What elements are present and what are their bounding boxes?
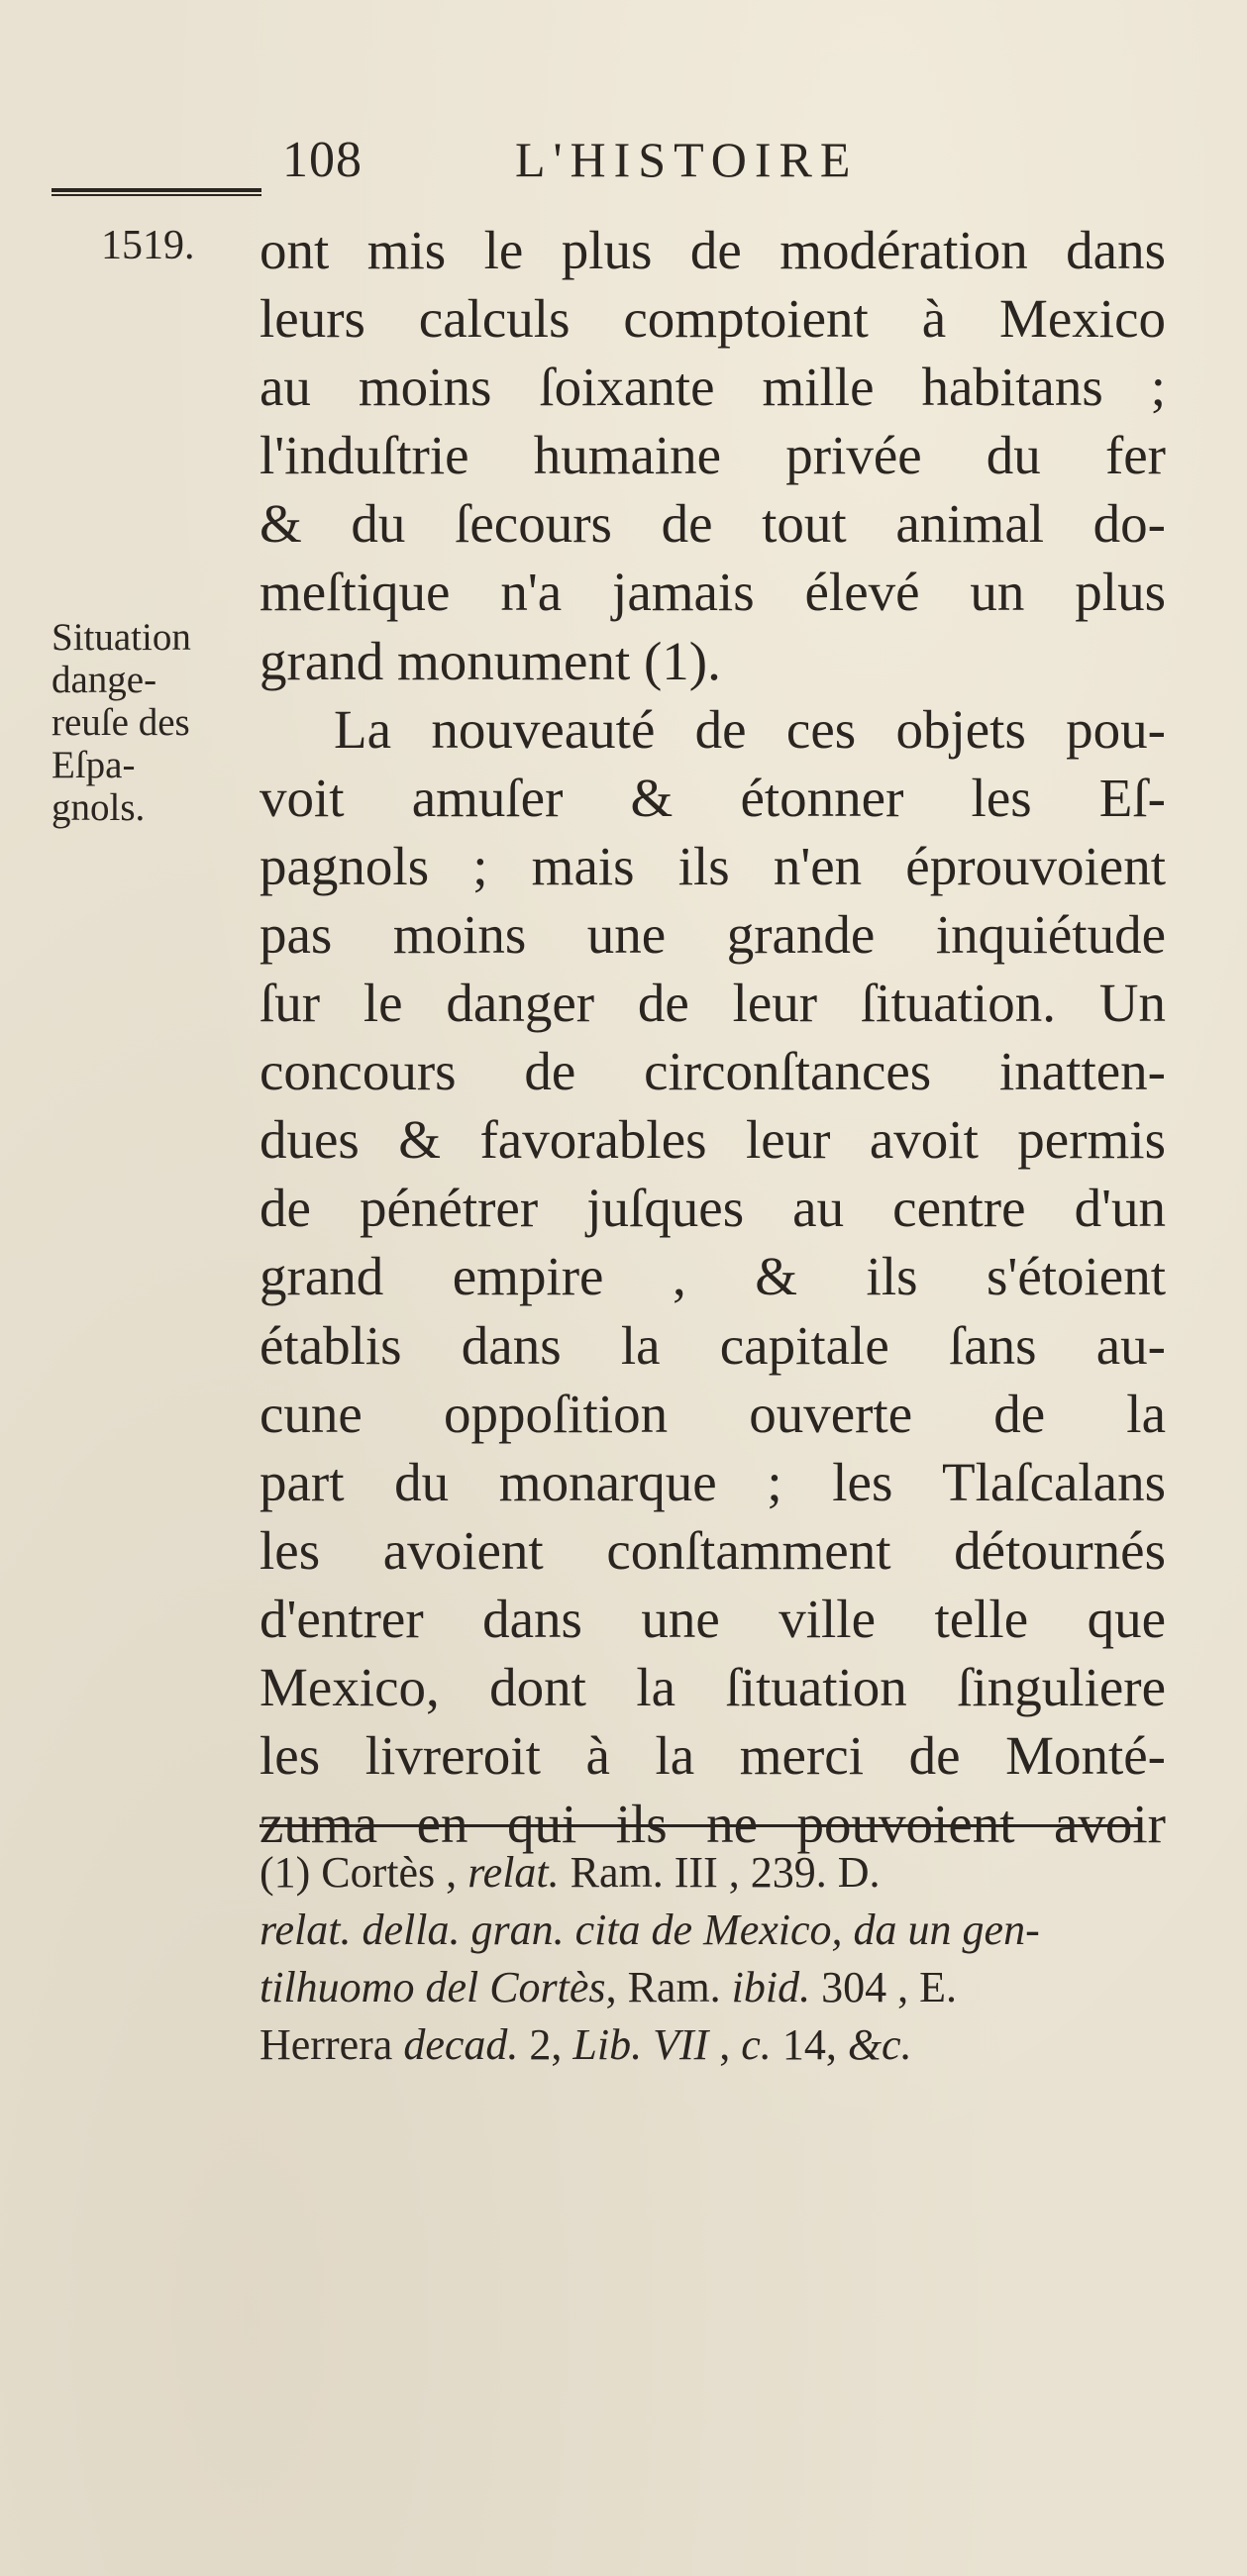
body-line: grand monument (1). (260, 630, 721, 691)
body-line: l'induſtrie humaine privée du fer (260, 425, 1166, 486)
body-line: ont mis le plus de modération dans (260, 220, 1166, 280)
footnote-text: 2, (518, 2020, 573, 2069)
footnote-italic: tilhuomo del Cortès (260, 1963, 606, 2011)
marginal-note (52, 616, 260, 829)
body-line: voit amuſer & étonner les Eſ- (260, 767, 1166, 828)
footnote-text: (1) Cortès , (260, 1848, 468, 1897)
footnote-italic: ibid. (731, 1963, 811, 2011)
body-line: La nouveauté de ces objets pou- (334, 698, 1166, 760)
header-double-rule (52, 188, 261, 196)
footnote-italic: decad. (403, 2020, 519, 2069)
marginal-note-line: gnols. (52, 786, 146, 829)
marginal-note-line: dange- (52, 659, 157, 701)
body-line: part du monarque ; les Tlaſcalans (260, 1451, 1166, 1512)
marginal-note-line: Eſpa- (52, 744, 136, 786)
footnote-text: , Ram. (605, 1963, 732, 2011)
body-line: au moins ſoixante mille habitans ; (260, 357, 1166, 418)
footnote-line (260, 1902, 1151, 1959)
footnote-text: 14, (771, 2020, 848, 2069)
marginal-note-line: Situation (52, 616, 191, 659)
footnote-line (260, 1959, 1151, 2016)
margin-year: 1519. (101, 223, 195, 268)
body-line: zuma en qui ils ne pouvoient avoir (260, 1794, 1166, 1855)
footnote (260, 1844, 1151, 2074)
footnote-text: Ram. III , 239. D. (559, 1848, 881, 1897)
footnote-italic: Lib. VII (572, 2020, 709, 2069)
body-line: pas moins une grande inquiétude (260, 903, 1166, 965)
footnote-text: Herrera (260, 2020, 404, 2069)
footnote-italic: relat. della. gran. cita de Mexico, da un gen- (260, 1906, 1040, 1954)
body-line: les avoient conſtamment détournés (260, 1519, 1166, 1581)
marginal-note-line: reuſe des (52, 701, 190, 744)
footnote-italic: c. (741, 2020, 772, 2069)
footnote-rule (260, 1824, 1141, 1830)
body-line: & du ſecours de tout animal do- (260, 493, 1166, 555)
body-line: établis dans la capitale ſans au- (260, 1314, 1166, 1376)
body-line: concours de circonſtances inatten- (260, 1041, 1166, 1102)
body-line: ſur le danger de leur ſituation. Un (260, 973, 1166, 1034)
footnote-text: 304 , E. (810, 1963, 958, 2011)
body-text (260, 216, 1166, 1858)
body-line: Mexico, dont la ſituation ſinguliere (260, 1656, 1166, 1717)
body-line: cune oppoſition ouverte de la (260, 1383, 1166, 1444)
page-header (0, 127, 1247, 196)
footnote-text: , (708, 2020, 742, 2069)
body-line: de pénétrer juſques au centre d'un (260, 1178, 1166, 1239)
body-line: pagnols ; mais ils n'en éprouvoient (260, 835, 1166, 896)
body-line: leurs calculs comptoient à Mexico (260, 288, 1166, 350)
body-line: meſtique n'a jamais élevé un plus (260, 562, 1166, 623)
body-line: les livreroit à la merci de Monté- (260, 1725, 1166, 1787)
body-line: grand empire , & ils s'étoient (260, 1246, 1166, 1307)
running-title: L'HISTOIRE (515, 132, 859, 187)
footnote-italic: &c. (847, 2020, 912, 2069)
page-number: 108 (282, 132, 363, 188)
footnote-italic: relat. (468, 1848, 560, 1897)
footnote-line (260, 2016, 1151, 2074)
footnote-line (260, 1844, 1151, 1902)
body-line: d'entrer dans une ville telle que (260, 1588, 1166, 1649)
body-line: dues & favorables leur avoit permis (260, 1109, 1166, 1171)
